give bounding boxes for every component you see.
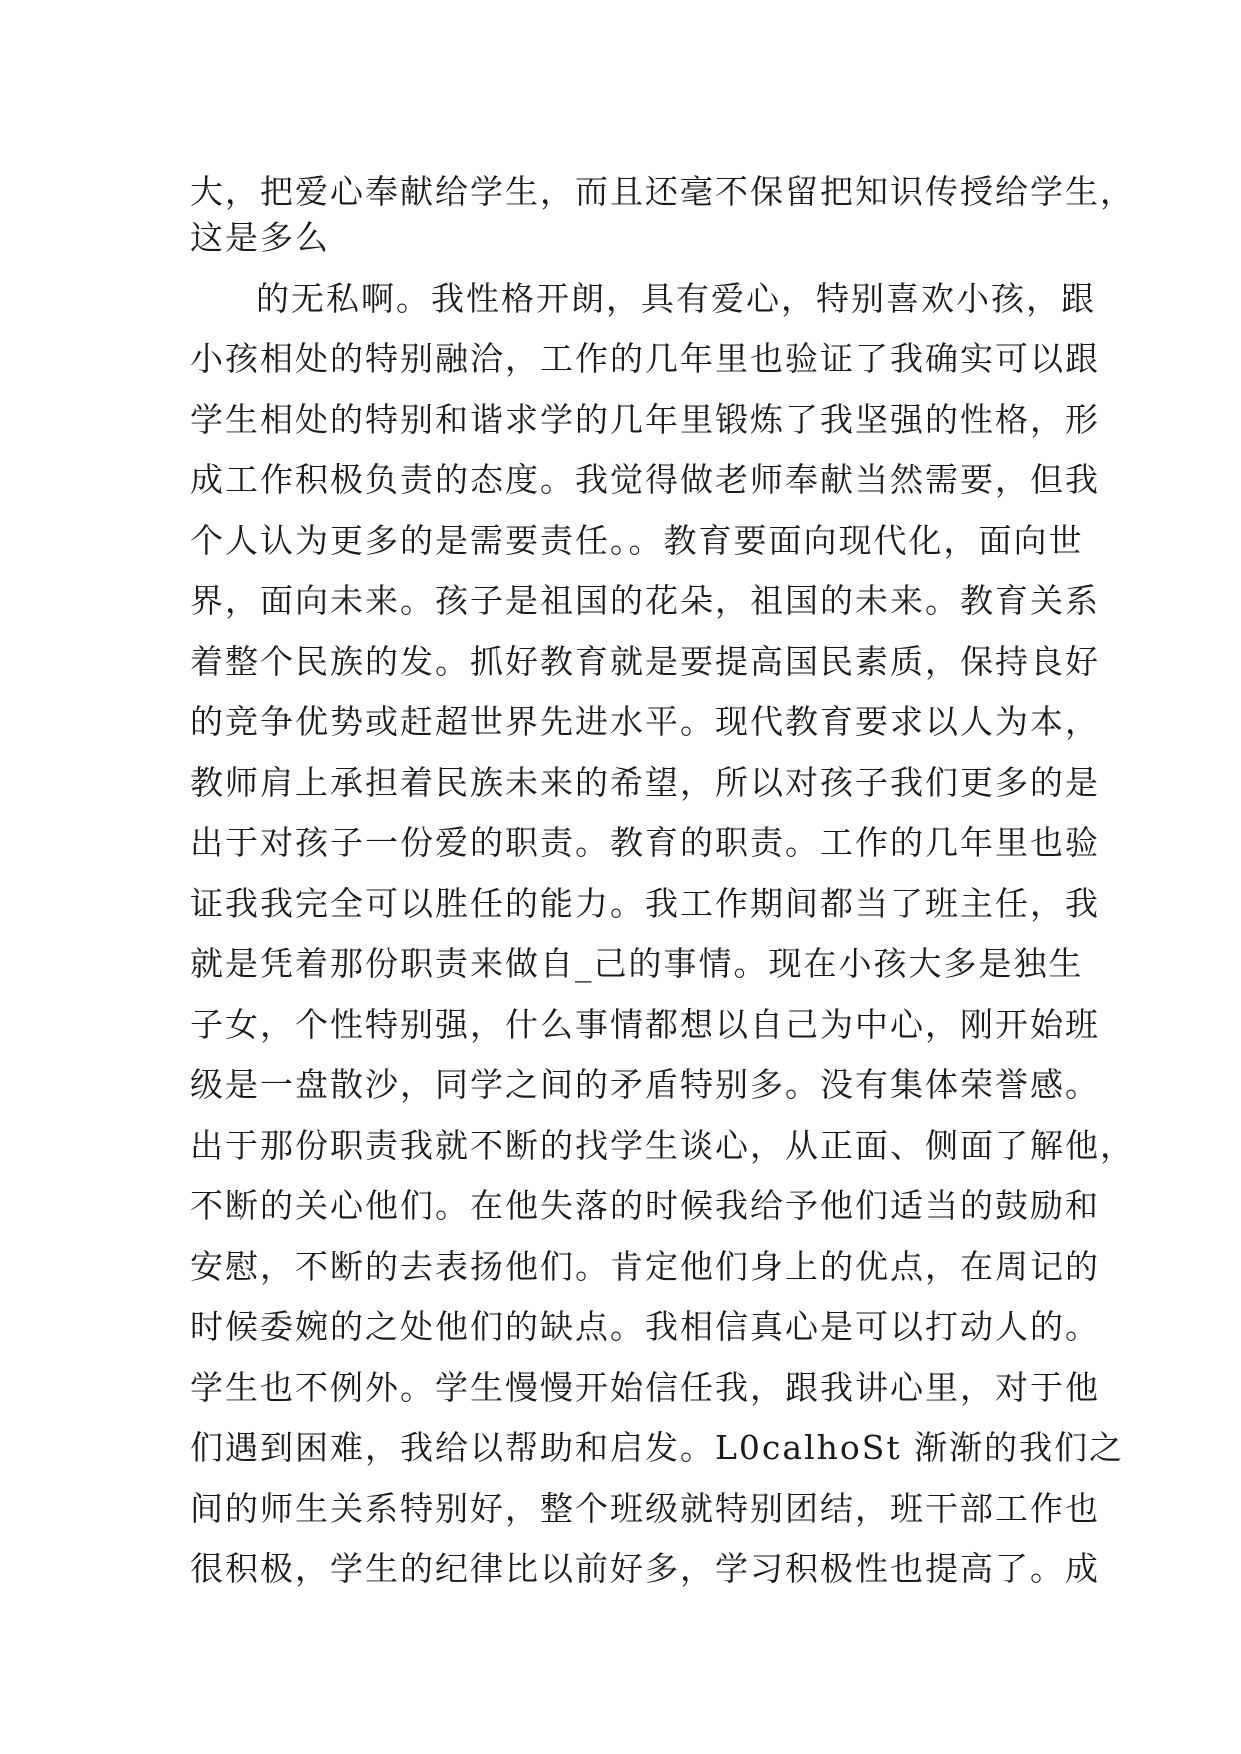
- text-line: 安慰，不断的去表扬他们。肯定他们身上的优点，在周记的: [190, 1246, 1100, 1286]
- text-line: 界，面向未来。孩子是祖国的花朵，祖国的未来。教育关系: [190, 581, 1100, 620]
- paragraph-start-line: 的无私啊。我性格开朗，具有爱心，特别喜欢小孩，跟: [256, 278, 1096, 318]
- text-line: 级是一盘散沙，同学之间的矛盾特别多。没有集体荣誉感。: [190, 1065, 1100, 1104]
- text-line: 大，把爱心奉献给学生，而且还毫不保留把知识传授给学生，: [190, 172, 1135, 211]
- text-line: 间的师生关系特别好，整个班级就特别团结，班干部工作也: [190, 1488, 1100, 1528]
- text-line: 学生相处的特别和谐求学的几年里锻炼了我坚强的性格，形: [190, 399, 1100, 439]
- text-line: 着整个民族的发。抓好教育就是要提高国民素质，保持良好: [190, 641, 1100, 681]
- text-line: 的竞争优势或赶超世界先进水平。现代教育要求以人为本，: [190, 702, 1100, 741]
- text-line: 不断的关心他们。在他失落的时候我给予他们适当的鼓励和: [190, 1186, 1100, 1225]
- text-line: 这是多么: [190, 218, 330, 257]
- text-line: 个人认为更多的是需要责任。。教育要面向现代化，面向世: [190, 520, 1084, 560]
- document-body: [190, 162, 1135, 1600]
- text-line: 成工作积极负责的态度。我觉得做老师奉献当然需要，但我: [190, 460, 1100, 499]
- text-line: 小孩相处的特别融洽，工作的几年里也验证了我确实可以跟: [190, 339, 1100, 378]
- text-line: 学生也不例外。学生慢慢开始信任我，跟我讲心里，对于他: [190, 1367, 1100, 1407]
- text-line: 子女，个性特别强，什么事情都想以自己为中心，刚开始班: [190, 1004, 1100, 1044]
- text-line: 出于对孩子一份爱的职责。教育的职责。工作的几年里也验: [190, 823, 1100, 862]
- text-line: 教师肩上承担着民族未来的希望，所以对孩子我们更多的是: [190, 762, 1100, 802]
- text-line: 们遇到困难，我给以帮助和启发。L0calhoSt 渐渐的我们之: [190, 1428, 1125, 1467]
- text-line: 就是凭着那份职责来做自_己的事情。现在小孩大多是独生: [190, 944, 1084, 983]
- text-line: 证我我完全可以胜任的能力。我工作期间都当了班主任，我: [190, 883, 1100, 923]
- text-line: 很积极，学生的纪律比以前好多，学习积极性也提高了。成: [190, 1549, 1100, 1588]
- text-line: 出于那份职责我就不断的找学生谈心，从正面、侧面了解他，: [190, 1125, 1135, 1165]
- text-line: 时候委婉的之处他们的缺点。我相信真心是可以打动人的。: [190, 1307, 1100, 1346]
